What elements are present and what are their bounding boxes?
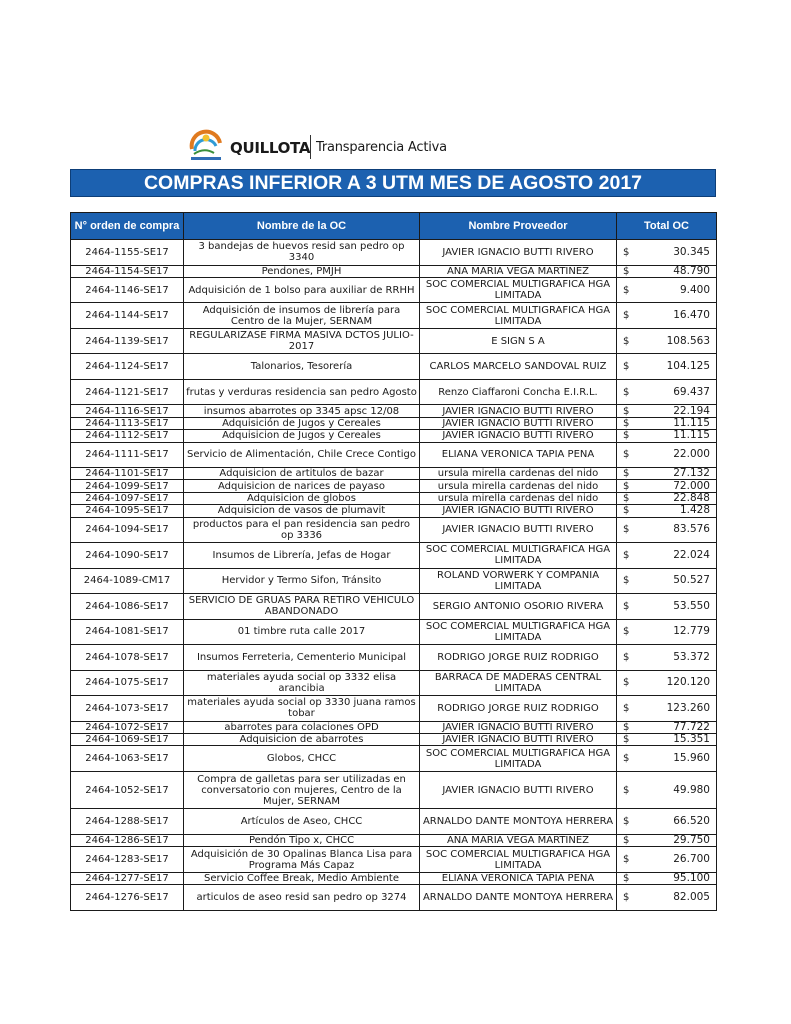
supplier-cell: ursula mirella cardenas del nido — [420, 480, 617, 492]
total-amount: 22.848 — [673, 492, 710, 505]
order-number-cell: 2464-1052-SE17 — [71, 771, 184, 809]
oc-name-cell: Talonarios, Tesorería — [184, 354, 420, 380]
total-amount: 12.779 — [673, 625, 710, 638]
total-amount: 30.345 — [673, 245, 710, 258]
order-number-cell: 2464-1154-SE17 — [71, 265, 184, 277]
column-header-order-number: N° orden de compra — [71, 213, 184, 240]
oc-name-cell: materiales ayuda social op 3332 elisa arancibia — [184, 670, 420, 696]
total-cell — [617, 746, 717, 772]
oc-name-cell: articulos de aseo resid san pedro op 3274 — [184, 885, 420, 911]
table-row — [71, 417, 717, 429]
oc-name-cell: Servicio de Alimentación, Chile Crece Contigo — [184, 442, 420, 468]
currency-symbol: $ — [623, 575, 630, 587]
total-amount: 66.520 — [673, 815, 710, 828]
currency-symbol: $ — [623, 335, 630, 347]
oc-name-cell: REGULARIZASE FIRMA MASIVA DCTOS JULIO-2017 — [184, 328, 420, 354]
oc-name-cell: 01 timbre ruta calle 2017 — [184, 619, 420, 645]
column-header-oc-name: Nombre de la OC — [184, 213, 420, 240]
oc-name-cell: Artículos de Aseo, CHCC — [184, 809, 420, 835]
order-number-cell: 2464-1139-SE17 — [71, 328, 184, 354]
table-row — [71, 328, 717, 354]
total-cell — [617, 303, 717, 329]
table-row — [71, 670, 717, 696]
table-row — [71, 517, 717, 543]
oc-name-cell: Adquisicion de vasos de plumavit — [184, 505, 420, 517]
currency-symbol: $ — [623, 310, 630, 322]
currency-symbol: $ — [623, 430, 630, 442]
table-row — [71, 480, 717, 492]
supplier-cell: ursula mirella cardenas del nido — [420, 492, 617, 504]
table-row — [71, 265, 717, 277]
supplier-cell: JAVIER IGNACIO BUTTI RIVERO — [420, 517, 617, 543]
supplier-cell: SOC COMERCIAL MULTIGRAFICA HGA LIMITADA — [420, 303, 617, 329]
page-title: COMPRAS INFERIOR A 3 UTM MES DE AGOSTO 2017 — [143, 172, 643, 194]
supplier-cell: ELIANA VERONICA TAPIA PENA — [420, 442, 617, 468]
currency-symbol: $ — [623, 449, 630, 461]
table-row — [71, 405, 717, 417]
total-cell — [617, 505, 717, 517]
table-row — [71, 277, 717, 303]
currency-symbol: $ — [623, 505, 630, 517]
supplier-cell: ANA MARIA VEGA MARTINEZ — [420, 834, 617, 846]
total-amount: 123.260 — [666, 701, 710, 714]
supplier-cell: ARNALDO DANTE MONTOYA HERRERA — [420, 885, 617, 911]
order-number-cell: 2464-1063-SE17 — [71, 746, 184, 772]
oc-name-cell: Adquisición de 1 bolso para auxiliar de RRHH — [184, 277, 420, 303]
order-number-cell: 2464-1121-SE17 — [71, 379, 184, 405]
supplier-cell: JAVIER IGNACIO BUTTI RIVERO — [420, 405, 617, 417]
table-row — [71, 543, 717, 569]
currency-symbol: $ — [623, 246, 630, 258]
oc-name-cell: Hervidor y Termo Sifon, Tránsito — [184, 568, 420, 594]
total-amount: 72.000 — [673, 479, 710, 492]
table-row — [71, 872, 717, 884]
supplier-cell: E SIGN S A — [420, 328, 617, 354]
supplier-cell: JAVIER IGNACIO BUTTI RIVERO — [420, 771, 617, 809]
total-cell — [617, 277, 717, 303]
oc-name-cell: SERVICIO DE GRUAS PARA RETIRO VEHICULO ABANDONADO — [184, 594, 420, 620]
total-cell — [617, 328, 717, 354]
supplier-cell: ELIANA VERONICA TAPIA PENA — [420, 872, 617, 884]
total-cell — [617, 265, 717, 277]
currency-symbol: $ — [623, 835, 630, 847]
order-number-cell: 2464-1288-SE17 — [71, 809, 184, 835]
table-header-row — [71, 213, 717, 240]
oc-name-cell: Adquisicion de globos — [184, 492, 420, 504]
quillota-emblem-icon — [186, 129, 228, 163]
total-amount: 82.005 — [673, 890, 710, 903]
table-row — [71, 746, 717, 772]
total-amount: 1.428 — [679, 504, 710, 517]
total-cell — [617, 543, 717, 569]
oc-name-cell: Globos, CHCC — [184, 746, 420, 772]
currency-symbol: $ — [623, 468, 630, 480]
supplier-cell: SOC COMERCIAL MULTIGRAFICA HGA LIMITADA — [420, 543, 617, 569]
total-cell — [617, 517, 717, 543]
order-number-cell: 2464-1069-SE17 — [71, 734, 184, 746]
total-cell — [617, 645, 717, 671]
total-amount: 77.722 — [673, 721, 710, 733]
table-row — [71, 430, 717, 442]
currency-symbol: $ — [623, 524, 630, 536]
total-amount: 26.700 — [673, 853, 710, 866]
total-cell — [617, 492, 717, 504]
order-number-cell: 2464-1116-SE17 — [71, 405, 184, 417]
oc-name-cell: Pendón Tipo x, CHCC — [184, 834, 420, 846]
total-cell — [617, 568, 717, 594]
total-cell — [617, 480, 717, 492]
column-header-supplier: Nombre Proveedor — [420, 213, 617, 240]
brand-name: QUILLOTA — [230, 139, 311, 157]
currency-symbol: $ — [623, 405, 630, 417]
currency-symbol: $ — [623, 480, 630, 492]
order-number-cell: 2464-1089-CM17 — [71, 568, 184, 594]
currency-symbol: $ — [623, 734, 630, 746]
currency-symbol: $ — [623, 651, 630, 663]
total-amount: 95.100 — [673, 872, 710, 884]
currency-symbol: $ — [623, 284, 630, 296]
order-number-cell: 2464-1086-SE17 — [71, 594, 184, 620]
order-number-cell: 2464-1090-SE17 — [71, 543, 184, 569]
table-row — [71, 734, 717, 746]
oc-name-cell: Adquisición de 30 Opalinas Blanca Lisa para Programa Más Capaz — [184, 847, 420, 873]
table-row — [71, 619, 717, 645]
currency-symbol: $ — [623, 386, 630, 398]
total-amount: 11.115 — [673, 417, 710, 429]
order-number-cell: 2464-1146-SE17 — [71, 277, 184, 303]
order-number-cell: 2464-1112-SE17 — [71, 430, 184, 442]
oc-name-cell: Adquisicion de abarrotes — [184, 734, 420, 746]
supplier-cell: SOC COMERCIAL MULTIGRAFICA HGA LIMITADA — [420, 619, 617, 645]
total-amount: 16.470 — [673, 309, 710, 322]
table-row — [71, 721, 717, 733]
total-amount: 15.960 — [673, 752, 710, 765]
supplier-cell: ANA MARIA VEGA MARTINEZ — [420, 265, 617, 277]
total-cell — [617, 771, 717, 809]
oc-name-cell: Compra de galletas para ser utilizadas en conversatorio con mujeres, Centro de la Mujer, SERNAM — [184, 771, 420, 809]
column-header-total: Total OC — [617, 213, 717, 240]
oc-name-cell: Adquisicion de artitulos de bazar — [184, 468, 420, 480]
currency-symbol: $ — [623, 891, 630, 903]
currency-symbol: $ — [623, 493, 630, 505]
total-amount: 53.550 — [673, 599, 710, 612]
oc-name-cell: Adquisicion de narices de payaso — [184, 480, 420, 492]
currency-symbol: $ — [623, 784, 630, 796]
supplier-cell: ursula mirella cardenas del nido — [420, 468, 617, 480]
total-amount: 9.400 — [679, 283, 710, 296]
oc-name-cell: Adquisicion de Jugos y Cereales — [184, 430, 420, 442]
oc-name-cell: frutas y verduras residencia san pedro Agosto — [184, 379, 420, 405]
total-cell — [617, 240, 717, 266]
supplier-cell: RODRIGO JORGE RUIZ RODRIGO — [420, 645, 617, 671]
oc-name-cell: Insumos de Librería, Jefas de Hogar — [184, 543, 420, 569]
logo-divider — [310, 135, 311, 159]
total-amount: 22.000 — [673, 448, 710, 461]
total-amount: 48.790 — [673, 265, 710, 277]
order-number-cell: 2464-1081-SE17 — [71, 619, 184, 645]
table-row — [71, 379, 717, 405]
total-cell — [617, 405, 717, 417]
brand-tagline: Transparencia Activa — [316, 140, 447, 155]
total-cell — [617, 417, 717, 429]
table-row — [71, 505, 717, 517]
oc-name-cell: Adquisición de insumos de librería para Centro de la Mujer, SERNAM — [184, 303, 420, 329]
oc-name-cell: materiales ayuda social op 3330 juana ramos tobar — [184, 696, 420, 722]
table-row — [71, 240, 717, 266]
order-number-cell: 2464-1072-SE17 — [71, 721, 184, 733]
order-number-cell: 2464-1155-SE17 — [71, 240, 184, 266]
table-row — [71, 303, 717, 329]
currency-symbol: $ — [623, 854, 630, 866]
table-row — [71, 594, 717, 620]
currency-symbol: $ — [623, 721, 630, 733]
table-row — [71, 468, 717, 480]
order-number-cell: 2464-1277-SE17 — [71, 872, 184, 884]
total-amount: 69.437 — [673, 385, 710, 398]
currency-symbol: $ — [623, 677, 630, 689]
total-cell — [617, 354, 717, 380]
table-row — [71, 885, 717, 911]
order-number-cell: 2464-1276-SE17 — [71, 885, 184, 911]
supplier-cell: ARNALDO DANTE MONTOYA HERRERA — [420, 809, 617, 835]
currency-symbol: $ — [623, 816, 630, 828]
total-amount: 120.120 — [666, 676, 710, 689]
table-row — [71, 847, 717, 873]
currency-symbol: $ — [623, 417, 630, 429]
order-number-cell: 2464-1099-SE17 — [71, 480, 184, 492]
table-row — [71, 442, 717, 468]
total-cell — [617, 430, 717, 442]
currency-symbol: $ — [623, 872, 630, 884]
total-cell — [617, 442, 717, 468]
total-cell — [617, 670, 717, 696]
supplier-cell: RODRIGO JORGE RUIZ RODRIGO — [420, 696, 617, 722]
total-amount: 27.132 — [673, 467, 710, 480]
oc-name-cell: Pendones, PMJH — [184, 265, 420, 277]
oc-name-cell: 3 bandejas de huevos resid san pedro op 3340 — [184, 240, 420, 266]
order-number-cell: 2464-1283-SE17 — [71, 847, 184, 873]
currency-symbol: $ — [623, 600, 630, 612]
supplier-cell: ROLAND VORWERK Y COMPANIA LIMITADA — [420, 568, 617, 594]
total-amount: 22.024 — [673, 548, 710, 561]
oc-name-cell: abarrotes para colaciones OPD — [184, 721, 420, 733]
oc-name-cell: productos para el pan residencia san pedro op 3336 — [184, 517, 420, 543]
total-cell — [617, 696, 717, 722]
total-amount: 29.750 — [673, 834, 710, 847]
total-cell — [617, 379, 717, 405]
order-number-cell: 2464-1113-SE17 — [71, 417, 184, 429]
order-number-cell: 2464-1075-SE17 — [71, 670, 184, 696]
total-cell — [617, 734, 717, 746]
supplier-cell: JAVIER IGNACIO BUTTI RIVERO — [420, 417, 617, 429]
order-number-cell: 2464-1286-SE17 — [71, 834, 184, 846]
supplier-cell: SOC COMERCIAL MULTIGRAFICA HGA LIMITADA — [420, 847, 617, 873]
supplier-cell: SOC COMERCIAL MULTIGRAFICA HGA LIMITADA — [420, 277, 617, 303]
total-amount: 15.351 — [673, 733, 710, 746]
total-cell — [617, 721, 717, 733]
order-number-cell: 2464-1111-SE17 — [71, 442, 184, 468]
oc-name-cell: Servicio Coffee Break, Medio Ambiente — [184, 872, 420, 884]
supplier-cell: JAVIER IGNACIO BUTTI RIVERO — [420, 734, 617, 746]
total-cell — [617, 809, 717, 835]
total-amount: 49.980 — [673, 783, 710, 796]
table-row — [71, 492, 717, 504]
table-row — [71, 568, 717, 594]
order-number-cell: 2464-1078-SE17 — [71, 645, 184, 671]
currency-symbol: $ — [623, 702, 630, 714]
table-row — [71, 696, 717, 722]
purchase-orders-table — [70, 212, 717, 911]
supplier-cell: JAVIER IGNACIO BUTTI RIVERO — [420, 430, 617, 442]
total-amount: 53.372 — [673, 650, 710, 663]
total-cell — [617, 847, 717, 873]
supplier-cell: JAVIER IGNACIO BUTTI RIVERO — [420, 721, 617, 733]
order-number-cell: 2464-1094-SE17 — [71, 517, 184, 543]
order-number-cell: 2464-1101-SE17 — [71, 468, 184, 480]
currency-symbol: $ — [623, 265, 630, 277]
order-number-cell: 2464-1095-SE17 — [71, 505, 184, 517]
total-amount: 104.125 — [666, 360, 710, 373]
total-cell — [617, 872, 717, 884]
oc-name-cell: Adquisición de Jugos y Cereales — [184, 417, 420, 429]
supplier-cell: BARRACA DE MADERAS CENTRAL LIMITADA — [420, 670, 617, 696]
oc-name-cell: insumos abarrotes op 3345 apsc 12/08 — [184, 405, 420, 417]
table-row — [71, 354, 717, 380]
table-row — [71, 771, 717, 809]
currency-symbol: $ — [623, 626, 630, 638]
total-cell — [617, 619, 717, 645]
currency-symbol: $ — [623, 753, 630, 765]
total-amount: 50.527 — [673, 574, 710, 587]
table-body — [71, 240, 717, 911]
table-row — [71, 809, 717, 835]
supplier-cell: JAVIER IGNACIO BUTTI RIVERO — [420, 505, 617, 517]
order-number-cell: 2464-1073-SE17 — [71, 696, 184, 722]
table-row — [71, 645, 717, 671]
order-number-cell: 2464-1124-SE17 — [71, 354, 184, 380]
order-number-cell: 2464-1144-SE17 — [71, 303, 184, 329]
currency-symbol: $ — [623, 549, 630, 561]
currency-symbol: $ — [623, 361, 630, 373]
total-cell — [617, 834, 717, 846]
total-cell — [617, 885, 717, 911]
supplier-cell: Renzo Ciaffaroni Concha E.I.R.L. — [420, 379, 617, 405]
total-cell — [617, 468, 717, 480]
order-number-cell: 2464-1097-SE17 — [71, 492, 184, 504]
supplier-cell: SERGIO ANTONIO OSORIO RIVERA — [420, 594, 617, 620]
total-amount: 11.115 — [673, 429, 710, 442]
table-row — [71, 834, 717, 846]
supplier-cell: JAVIER IGNACIO BUTTI RIVERO — [420, 240, 617, 266]
total-amount: 108.563 — [666, 334, 710, 347]
total-amount: 83.576 — [673, 523, 710, 536]
total-cell — [617, 594, 717, 620]
total-amount: 22.194 — [673, 404, 710, 417]
oc-name-cell: Insumos Ferreteria, Cementerio Municipal — [184, 645, 420, 671]
header-logo — [186, 129, 476, 165]
supplier-cell: SOC COMERCIAL MULTIGRAFICA HGA LIMITADA — [420, 746, 617, 772]
title-banner — [70, 169, 716, 197]
supplier-cell: CARLOS MARCELO SANDOVAL RUIZ — [420, 354, 617, 380]
